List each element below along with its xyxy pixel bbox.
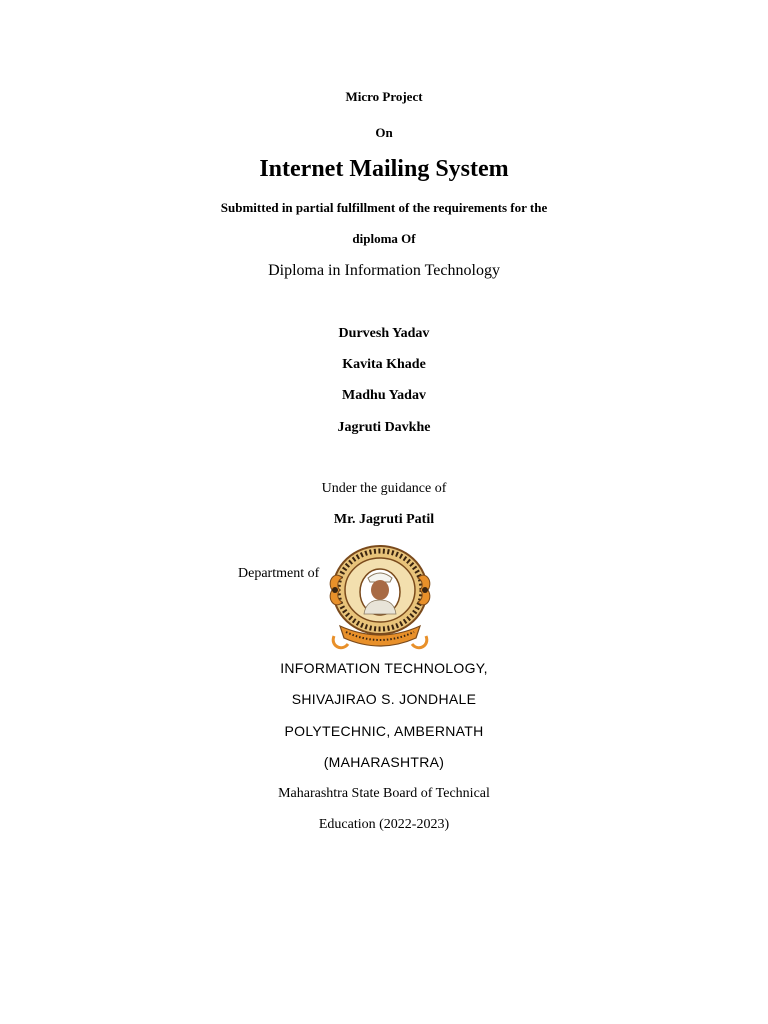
micro-project-label: Micro Project <box>345 89 423 104</box>
institution-line: INFORMATION TECHNOLOGY, <box>280 660 488 676</box>
college-emblem-icon <box>326 540 434 658</box>
guide-name: Mr. Jagruti Patil <box>333 512 435 527</box>
submitted-line-1: Submitted in partial fulfillment of the requirements for the <box>220 200 548 215</box>
student-name: Durvesh Yadav <box>338 326 430 341</box>
student-name: Kavita Khade <box>342 357 426 372</box>
submitted-line-2: diploma Of <box>352 231 416 246</box>
on-label: On <box>375 125 393 140</box>
department-label: Department of <box>238 566 320 581</box>
student-name: Jagruti Davkhe <box>337 420 431 435</box>
institution-line: POLYTECHNIC, AMBERNATH <box>284 723 484 739</box>
diploma-name: Diploma in Information Technology <box>268 262 500 279</box>
student-name: Madhu Yadav <box>342 388 426 403</box>
institution-line: (MAHARASHTRA) <box>323 754 445 770</box>
board-line-2: Education (2022-2023) <box>318 817 450 832</box>
board-line-1: Maharashtra State Board of Technical <box>278 786 490 801</box>
project-title: Internet Mailing System <box>259 156 509 182</box>
guidance-label: Under the guidance of <box>321 481 447 496</box>
institution-line: SHIVAJIRAO S. JONDHALE <box>291 691 477 707</box>
